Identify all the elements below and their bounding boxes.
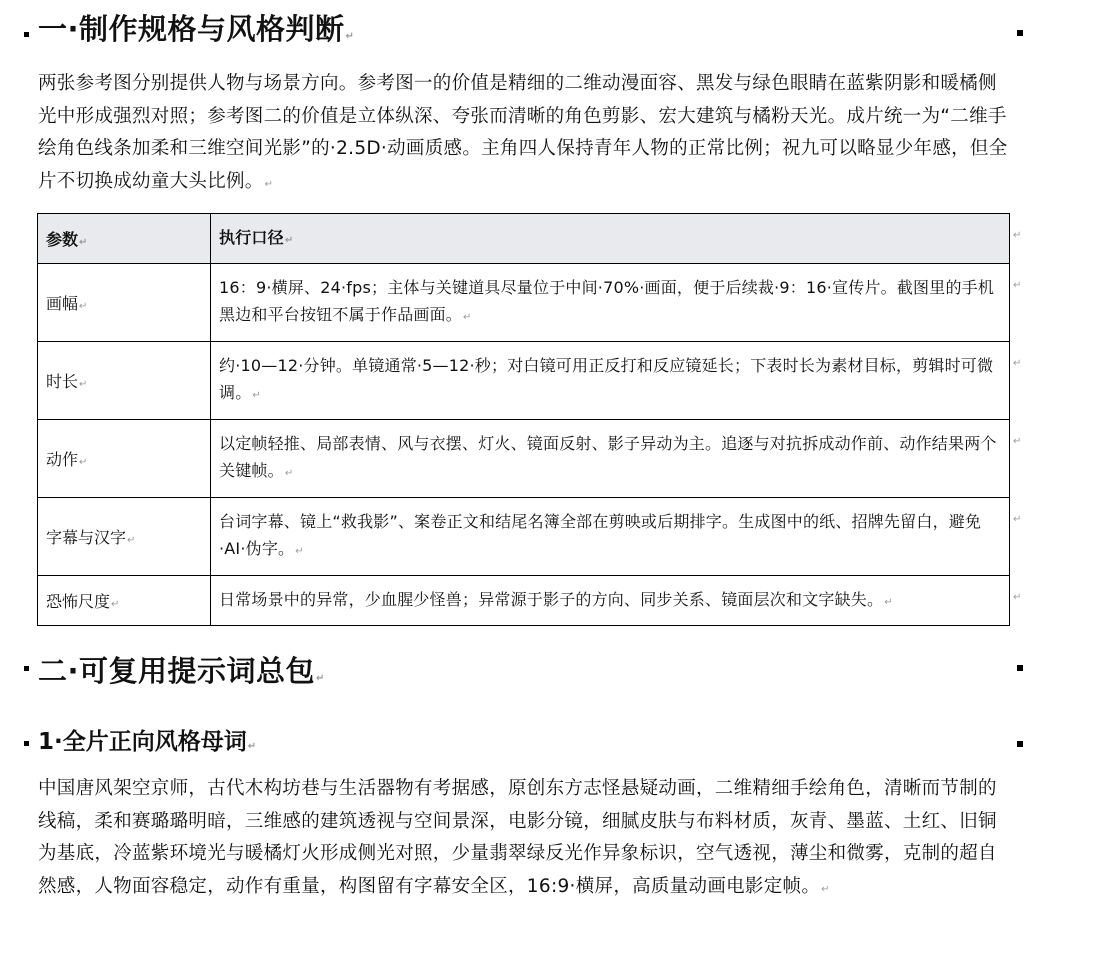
row-param: 时长↵ (38, 342, 211, 420)
row-end-mark: ↵ (1013, 280, 1022, 291)
header-param: 参数↵ (38, 214, 211, 264)
paragraph-mark: ↵ (345, 31, 355, 42)
sub1-title (38, 727, 256, 762)
paragraph-mark: ↵ (247, 741, 257, 752)
table-row (38, 576, 1010, 626)
row-param: 恐怖尺度↵ (38, 576, 211, 626)
spec-table (37, 213, 1010, 626)
layout-mark (1017, 741, 1023, 747)
table-row (38, 420, 1010, 498)
section2-title (38, 652, 325, 698)
layout-mark (1017, 30, 1023, 36)
row-end-mark: ↵ (1013, 436, 1022, 447)
paragraph-mark: ↵ (316, 673, 325, 684)
row-value: 日常场景中的异常，少血腥少怪兽；异常源于影子的方向、同步关系、镜面层次和文字缺失。↵ (211, 576, 1010, 626)
section2-title-text: 二·可复用提示词总包 (38, 654, 316, 688)
section1-paragraph-text: 两张参考图分别提供人物与场景方向。参考图一的价值是精细的二维动漫面容、黑发与绿色眼睛在蓝紫阴影和暖橘侧光中形成强烈对照；参考图二的价值是立体纵深、夸张而清晰的角色剪影、宏大建筑与橘粉天光。成片统一为“二维手绘角色线条加柔和三维空间光影”的·2.5D·动画质感。主角四人保持青年人物的正常比例；祝九可以略显少年感，但全片不切换成幼童大头比例。 (38, 73, 1008, 192)
sub1-paragraph (38, 773, 1010, 906)
row-end-mark: ↵ (1013, 592, 1022, 603)
row-value: 16：9·横屏、24·fps；主体与关键道具尽量位于中间·70%·画面，便于后续裁·9：16·宣传片。截图里的手机黑边和平台按钮不属于作品画面。↵ (211, 264, 1010, 342)
section1-title-text: 一·制作规格与风格判断 (38, 12, 345, 46)
row-end-mark: ↵ (1013, 358, 1022, 369)
heading-bullet (24, 32, 29, 37)
paragraph-mark: ↵ (264, 178, 274, 190)
header-value: 执行口径↵ (211, 214, 1010, 264)
section1-paragraph (38, 68, 1010, 201)
row-value: 台词字幕、镜上“救我影”、案卷正文和结尾名簿全部在剪映或后期排字。生成图中的纸、招牌先留白，避免·AI·伪字。↵ (211, 498, 1010, 576)
row-end-mark: ↵ (1013, 514, 1022, 525)
table-header-row (38, 214, 1010, 264)
table-row (38, 342, 1010, 420)
section1-title (38, 10, 354, 56)
row-param: 动作↵ (38, 420, 211, 498)
heading-bullet (24, 666, 29, 671)
layout-mark (1017, 665, 1023, 671)
sub1-title-text: 1·全片正向风格母词 (38, 729, 247, 755)
row-param: 字幕与汉字↵ (38, 498, 211, 576)
row-value: 约·10—12·分钟。单镜通常·5—12·秒；对白镜可用正反打和反应镜延长；下表时长为素材目标，剪辑时可微调。↵ (211, 342, 1010, 420)
row-value: 以定帧轻推、局部表情、风与衣摆、灯火、镜面反射、影子异动为主。追逐与对抗拆成动作前、动作结果两个关键帧。↵ (211, 420, 1010, 498)
row-end-mark: ↵ (1013, 230, 1022, 241)
sub1-paragraph-text: 中国唐风架空京师，古代木构坊巷与生活器物有考据感，原创东方志怪悬疑动画，二维精细手绘角色，清晰而节制的线稿，柔和赛璐璐明暗，三维感的建筑透视与空间景深，电影分镜，细腻皮肤与布料材质，灰青、墨蓝、土红、旧铜为基底，冷蓝紫环境光与暖橘灯火形成侧光对照，少量翡翠绿反光作异象标识，空气透视，薄尘和微雾，克制的超自然感，人物面容稳定，动作有重量，构图留有字幕安全区，16:9·横屏，高质量动画电影定帧。 (38, 778, 997, 897)
table-row (38, 264, 1010, 342)
row-param: 画幅↵ (38, 264, 211, 342)
table-row (38, 498, 1010, 576)
paragraph-mark: ↵ (821, 883, 830, 895)
heading-bullet (24, 741, 29, 746)
